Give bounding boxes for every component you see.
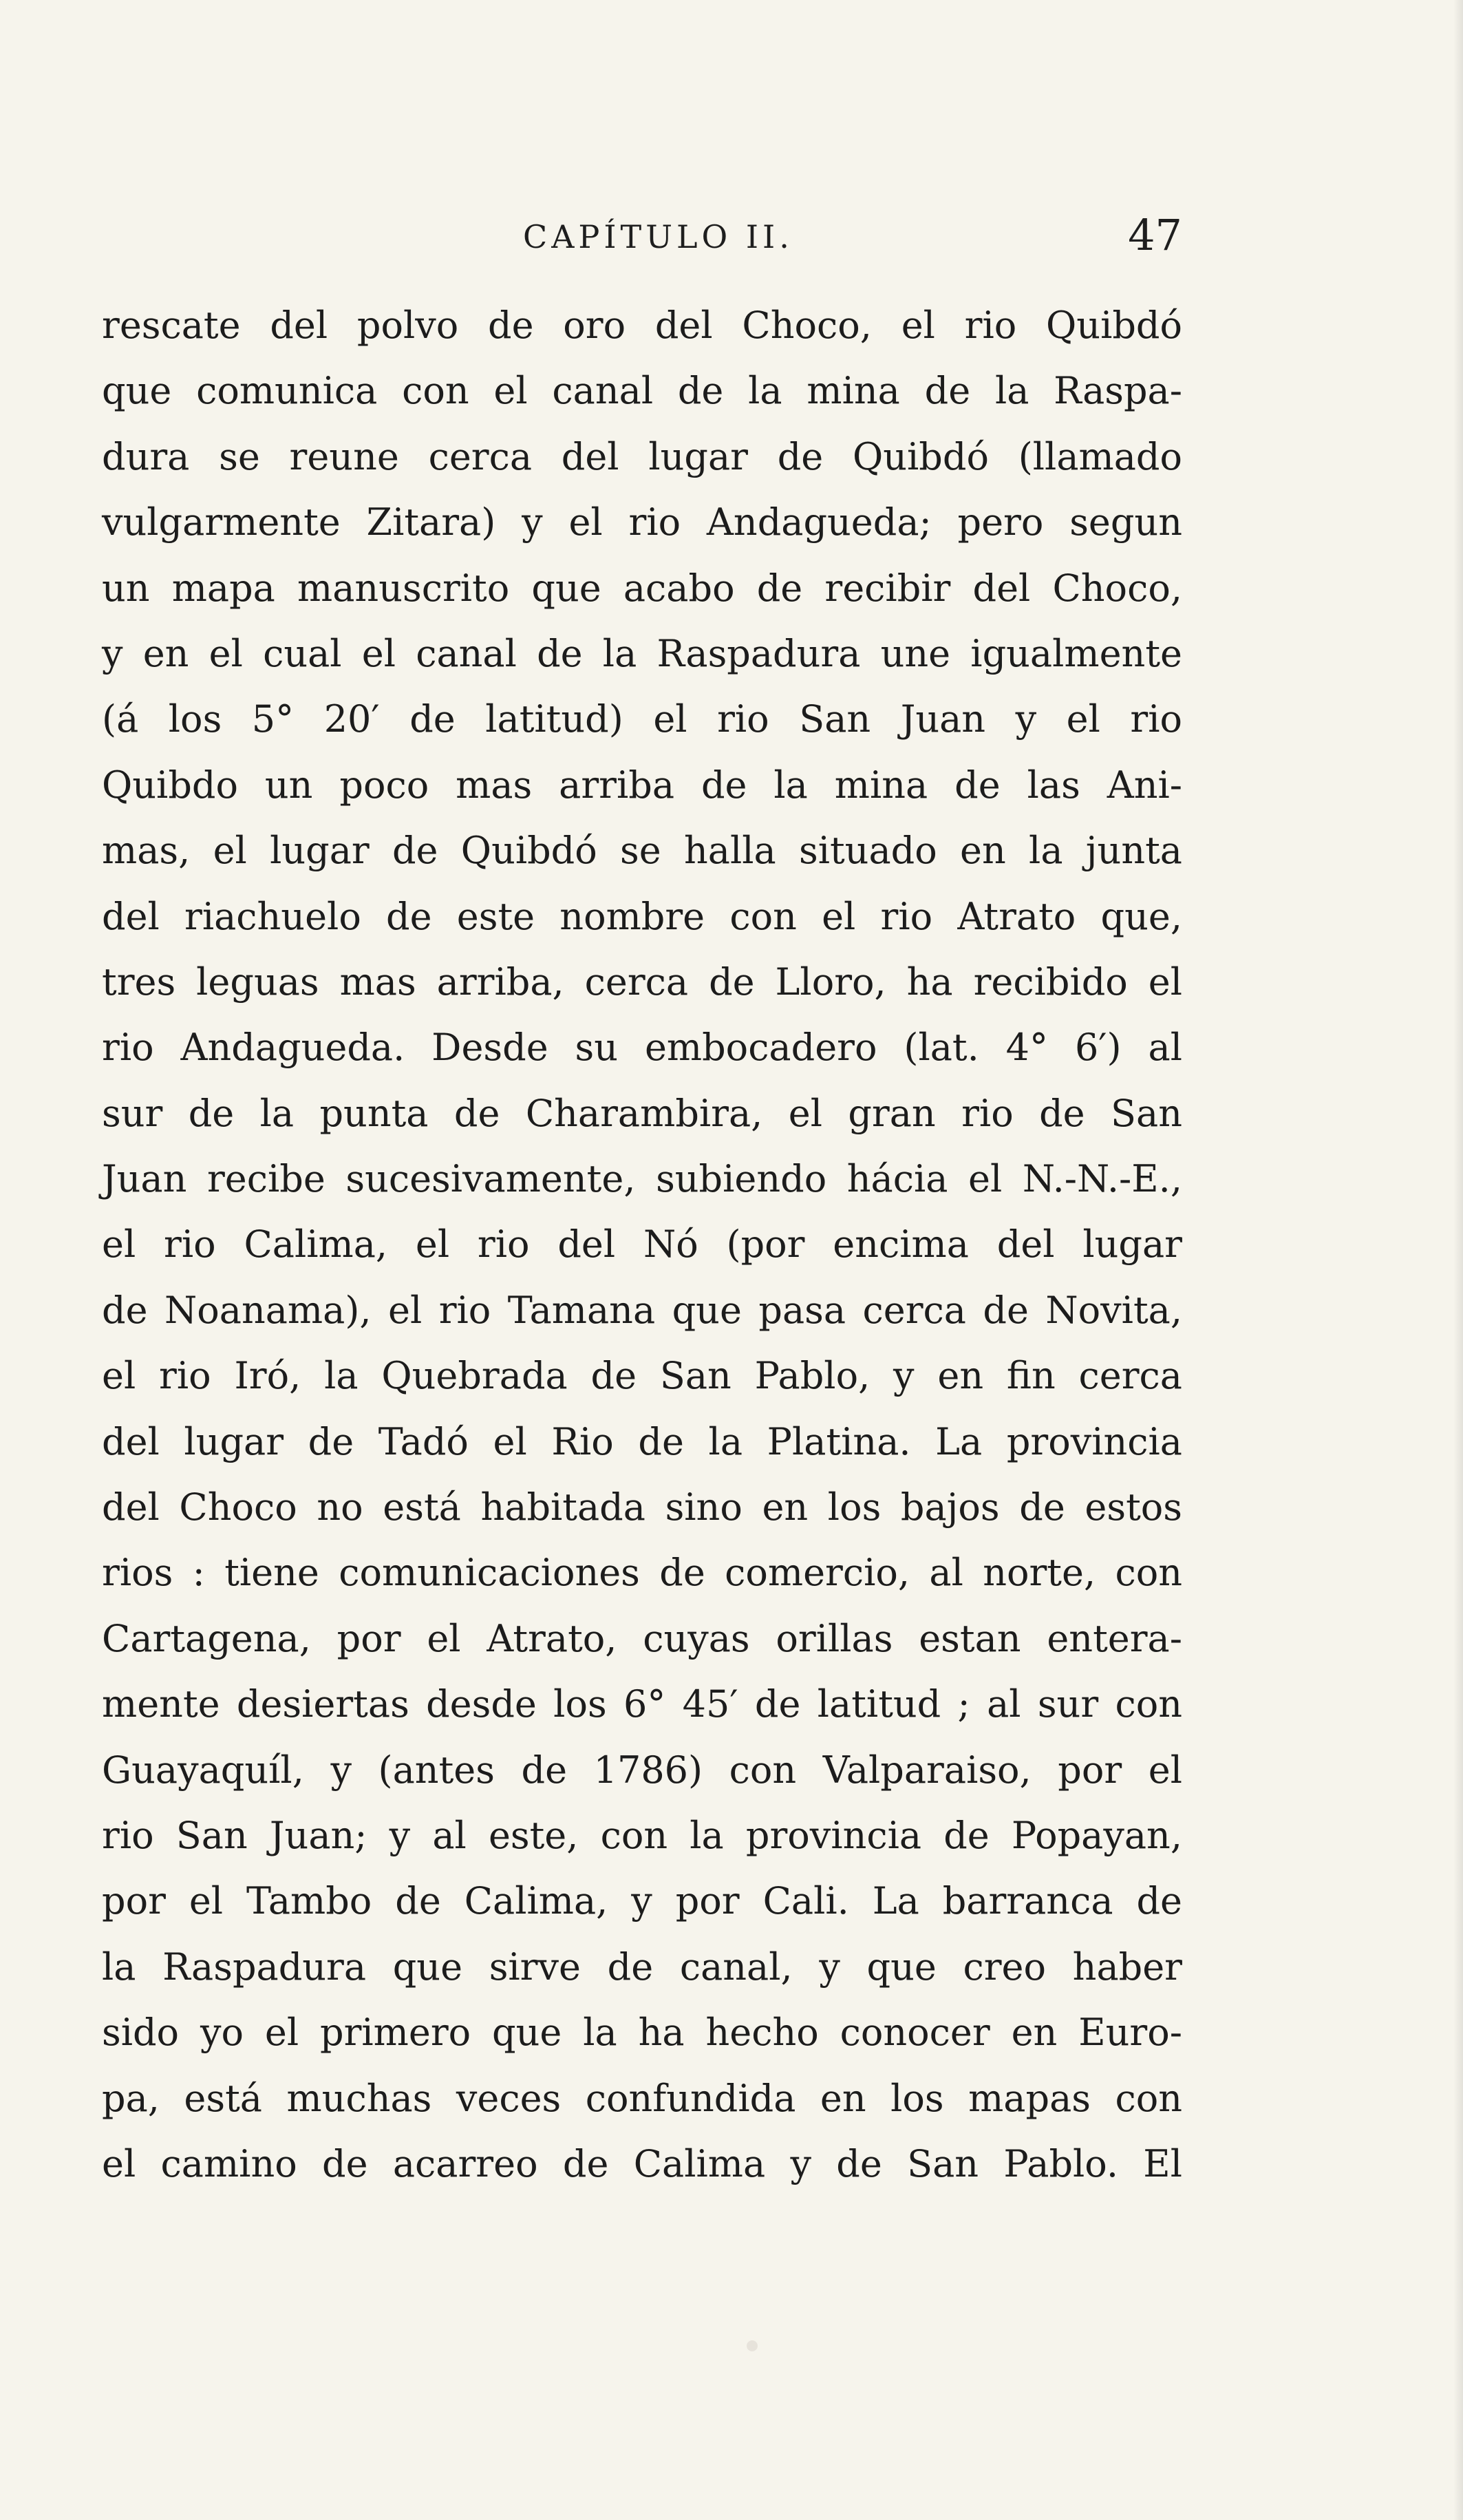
text-line: del lugar de Tadó el Rio de la Platina. La provincia [102, 1419, 1182, 1463]
page-edge-shadow [1453, 0, 1463, 2520]
page-number: 47 [1128, 210, 1182, 260]
text-line: rescate del polvo de oro del Choco, el rio Quibdó [102, 304, 1182, 347]
chapter-title: CAPÍTULO II. [523, 218, 793, 255]
paper-speck [747, 2340, 758, 2351]
text-line: el rio Calima, el rio del Nó (por encima del lugar [102, 1222, 1182, 1267]
text-line: rio Andagueda. Desde su embocadero (lat. 4° 6′) al [102, 1026, 1182, 1070]
text-line: la Raspadura que sirve de canal, y que creo haber [102, 1945, 1182, 1989]
text-line: Juan recibe sucesivamente, subiendo hácia el N.-N.-E., [102, 1157, 1182, 1201]
text-line: (á los 5° 20′ de latitud) el rio San Juan y el rio [102, 697, 1182, 741]
text-line: tres leguas mas arriba, cerca de Lloro, ha recibido el [102, 960, 1182, 1004]
text-line: y en el cual el canal de la Raspadura une igualmente [102, 631, 1182, 675]
text-line: de Noanama), el rio Tamana que pasa cerca de Novita, [102, 1288, 1182, 1332]
body-text [102, 293, 1182, 2196]
text-line: Cartagena, por el Atrato, cuyas orillas estan entera- [102, 1616, 1182, 1660]
text-line: el camino de acarreo de Calima y de San Pablo. El [102, 2141, 1182, 2185]
text-line: del riachuelo de este nombre con el rio Atrato que, [102, 894, 1182, 938]
text-line: por el Tambo de Calima, y por Cali. La barranca de [102, 1879, 1182, 1923]
text-line: sur de la punta de Charambira, el gran rio de San [102, 1091, 1182, 1135]
running-head [102, 210, 1182, 272]
text-line: mas, el lugar de Quibdó se halla situado en la junta [102, 829, 1182, 873]
text-line: sido yo el primero que la ha hecho conocer en Euro- [102, 2011, 1182, 2055]
text-line: pa, está muchas veces confundida en los mapas con [102, 2076, 1182, 2120]
text-line: vulgarmente Zitara) y el rio Andagueda; pero segun [102, 500, 1182, 544]
text-line: un mapa manuscrito que acabo de recibir del Choco, [102, 566, 1182, 610]
text-line: el rio Iró, la Quebrada de San Pablo, y en fin cerca [102, 1354, 1182, 1398]
text-line: rio San Juan; y al este, con la provincia de Popayan, [102, 1813, 1182, 1857]
text-line: del Choco no está habitada sino en los bajos de estos [102, 1485, 1182, 1529]
text-line: rios : tiene comunicaciones de comercio, al norte, con [102, 1551, 1182, 1595]
text-line: mente desiertas desde los 6° 45′ de latitud ; al sur con [102, 1682, 1182, 1726]
text-line: dura se reune cerca del lugar de Quibdó (llamado [102, 434, 1182, 478]
text-line: que comunica con el canal de la mina de la Raspa- [102, 369, 1182, 413]
text-line: Guayaquíl, y (antes de 1786) con Valparaiso, por el [102, 1748, 1182, 1792]
text-line: Quibdo un poco mas arriba de la mina de las Ani- [102, 763, 1182, 807]
